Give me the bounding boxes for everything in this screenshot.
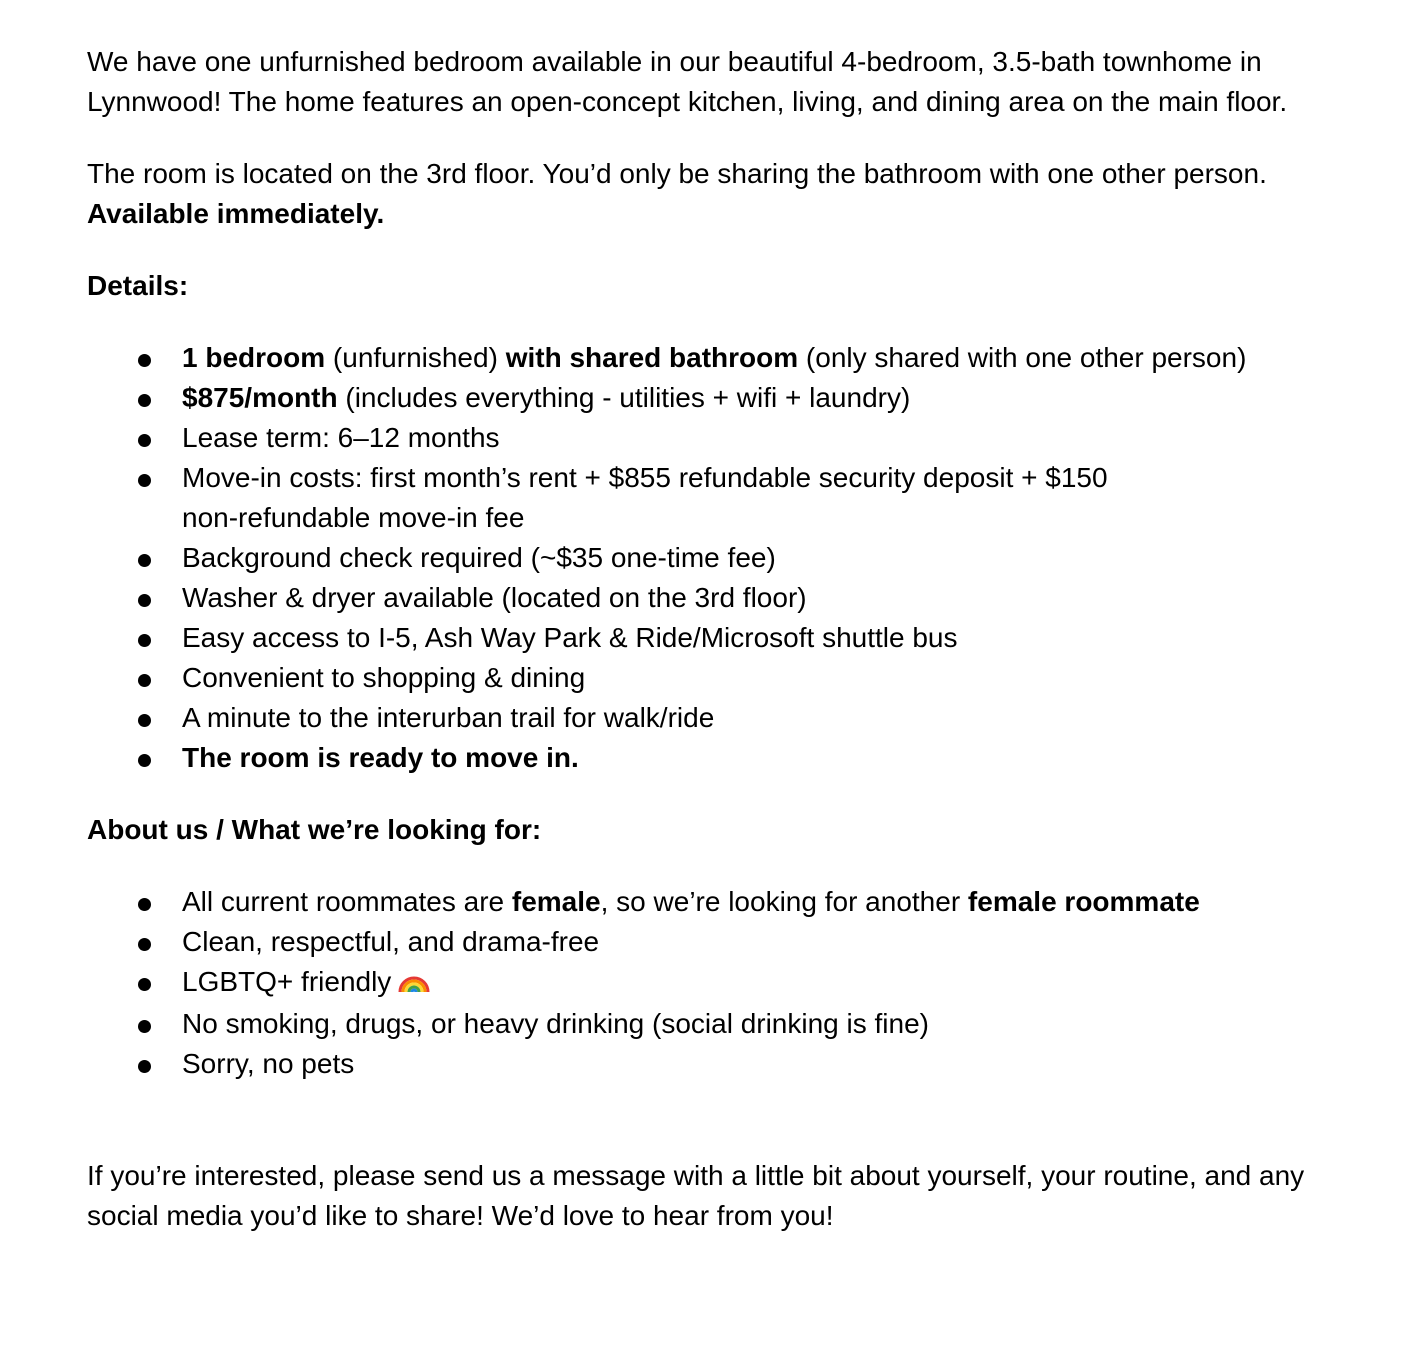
shared-note-text: (only shared with one other person) [798, 342, 1247, 373]
lgbtq-text: LGBTQ+ friendly [182, 966, 392, 997]
bullet-icon [138, 394, 151, 407]
list-item [87, 538, 1337, 578]
intro-paragraph: We have one unfurnished bedroom available in our beautiful 4-bedroom, 3.5-bath townhome in Lynnwood! The home features an open-concept kitchen, living, and dining area on the main floor. [87, 46, 1288, 117]
shared-bathroom-bold-text: with shared bathroom [505, 342, 799, 373]
list-item [87, 882, 1337, 922]
bullet-icon [138, 1060, 151, 1073]
list-item [87, 698, 1337, 738]
list-item [87, 618, 1337, 658]
bullet-icon [138, 978, 151, 991]
looking-for-text: , so we’re looking for another [600, 886, 968, 917]
list-item [87, 738, 1337, 778]
price-includes-text: (includes everything - utilities + wifi + laundry) [337, 382, 911, 413]
female-roommate-bold-text: female roommate [967, 886, 1200, 917]
female-bold-text: female [511, 886, 601, 917]
list-item [87, 378, 1337, 418]
no-pets-text: Sorry, no pets [182, 1048, 355, 1079]
list-item [87, 418, 1337, 458]
list-item [87, 338, 1337, 378]
list-item [87, 1004, 1337, 1044]
list-item [87, 658, 1337, 698]
list-item [87, 1044, 1337, 1084]
bullet-icon [138, 554, 151, 567]
closing-paragraph: If you’re interested, please send us a message with a little bit about yourself, your routine, and any social media you’d like to share! We’d love to hear from you! [87, 1160, 1305, 1231]
bedroom-bold-text: 1 bedroom [182, 342, 326, 373]
move-in-fee-text: non-refundable move-in fee [182, 502, 525, 533]
no-smoking-text: No smoking, drugs, or heavy drinking (social drinking is fine) [182, 1008, 929, 1039]
bullet-icon [138, 354, 151, 367]
available-immediately-text: Available immediately. [87, 198, 385, 229]
about-list [87, 882, 1337, 1084]
bullet-icon [138, 938, 151, 951]
roommates-text: All current roommates are [182, 886, 512, 917]
about-heading: About us / What we’re looking for: [87, 814, 542, 845]
list-item [87, 962, 1337, 1004]
list-item [87, 922, 1337, 962]
rainbow-icon [397, 964, 431, 1004]
bullet-icon [138, 434, 151, 447]
list-item [87, 458, 1337, 538]
ready-to-move-text: The room is ready to move in. [182, 742, 579, 773]
bullet-icon [138, 714, 151, 727]
access-text: Easy access to I-5, Ash Way Park & Ride/Microsoft shuttle bus [182, 622, 958, 653]
background-check-text: Background check required (~$35 one-time fee) [182, 542, 776, 573]
bullet-icon [138, 474, 151, 487]
details-heading: Details: [87, 270, 189, 301]
bullet-icon [138, 1020, 151, 1033]
room-paragraph [87, 154, 1337, 234]
move-in-costs-text: Move-in costs: first month’s rent + $855 refundable security deposit + $150 [182, 462, 1108, 493]
shopping-text: Convenient to shopping & dining [182, 662, 586, 693]
washer-dryer-text: Washer & dryer available (located on the 3rd floor) [182, 582, 807, 613]
details-list [87, 338, 1337, 778]
lease-term-text: Lease term: 6–12 months [182, 422, 500, 453]
unfurnished-text: (unfurnished) [325, 342, 506, 373]
price-bold-text: $875/month [182, 382, 338, 413]
bullet-icon [138, 754, 151, 767]
bullet-icon [138, 594, 151, 607]
list-item [87, 578, 1337, 618]
clean-text: Clean, respectful, and drama-free [182, 926, 600, 957]
bullet-icon [138, 634, 151, 647]
room-location-text: The room is located on the 3rd floor. You’d only be sharing the bathroom with one other person. [87, 158, 1267, 189]
trail-text: A minute to the interurban trail for walk/ride [182, 702, 715, 733]
document-body [87, 42, 1337, 1236]
bullet-icon [138, 898, 151, 911]
bullet-icon [138, 674, 151, 687]
